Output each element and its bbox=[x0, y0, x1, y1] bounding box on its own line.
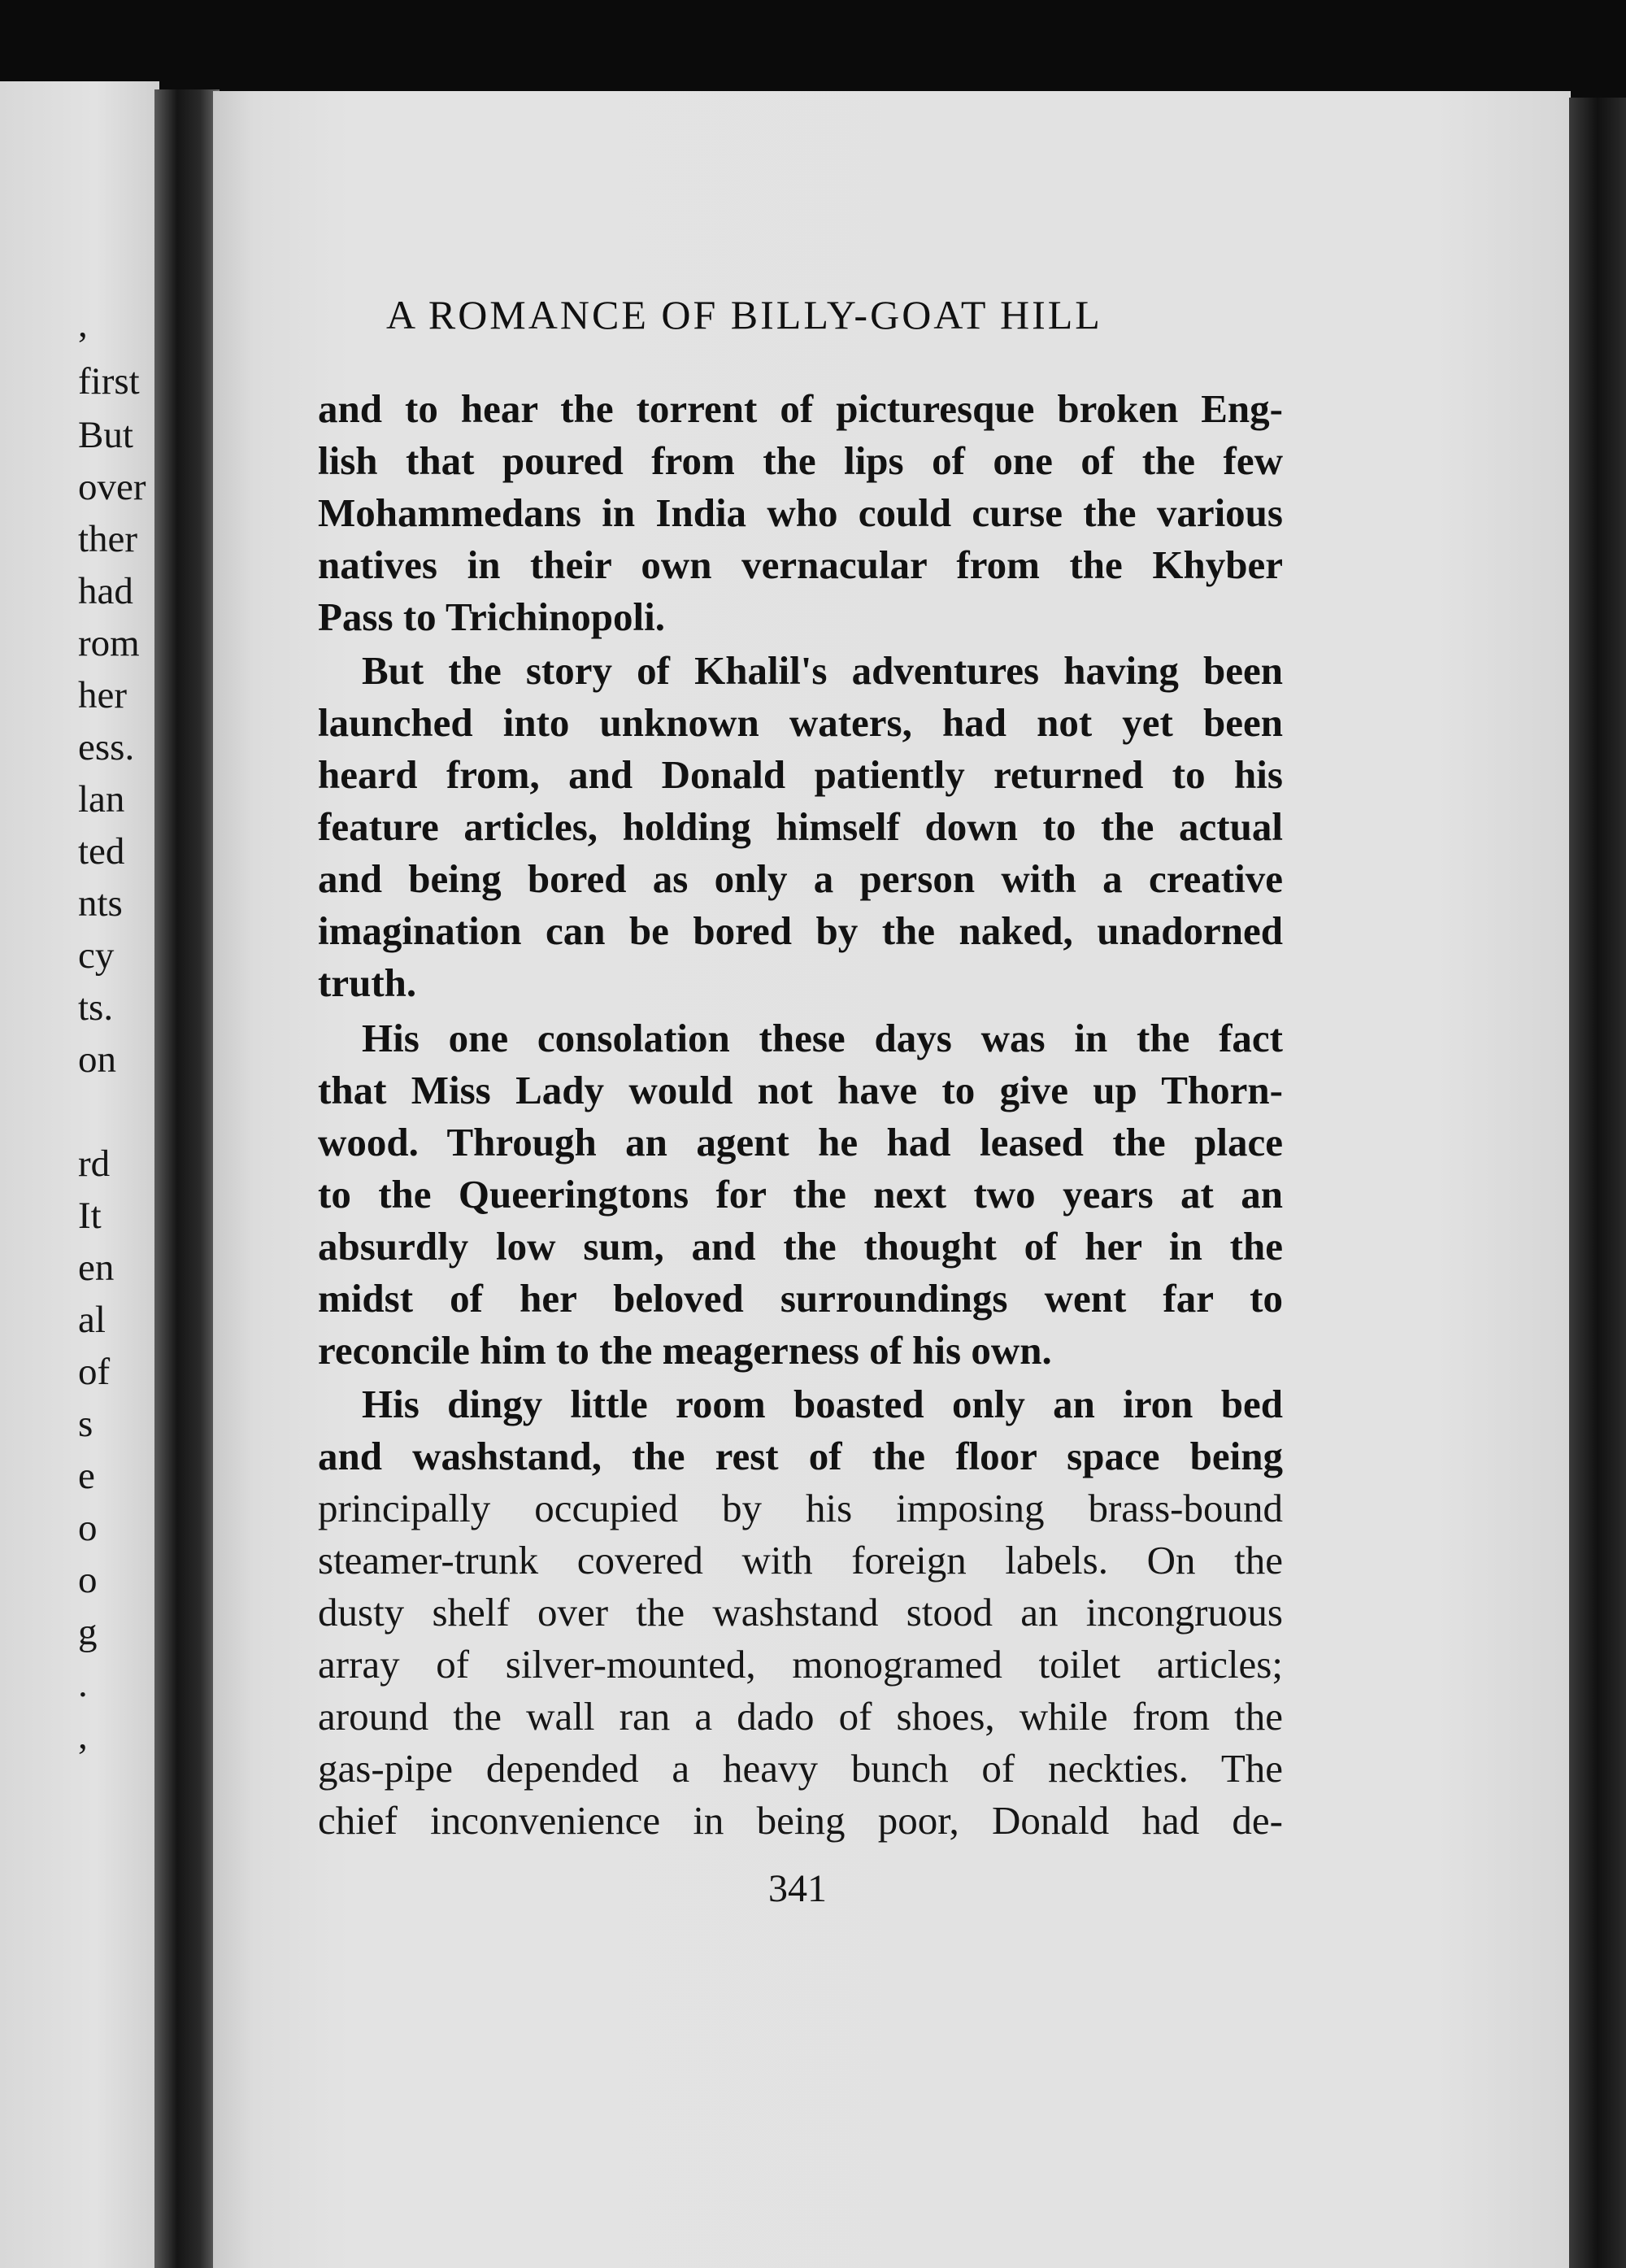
text-line: launched into unknown waters, had not yet been bbox=[318, 700, 1283, 745]
text-line: imagination can be bored by the naked, unadorned bbox=[318, 908, 1283, 953]
left-fragment: al bbox=[78, 1299, 106, 1341]
text-line: heard from, and Donald patiently returned to his bbox=[318, 752, 1283, 797]
left-fragment: o bbox=[78, 1559, 98, 1601]
text-line: absurdly low sum, and the thought of her in the bbox=[318, 1224, 1283, 1269]
previous-page-edge bbox=[0, 81, 159, 2268]
left-fragment: rom bbox=[78, 622, 140, 664]
left-fragment: cy bbox=[78, 934, 115, 977]
text-line: that Miss Lady would not have to give up Thorn- bbox=[318, 1068, 1283, 1112]
text-line: to the Queeringtons for the next two years at an bbox=[318, 1172, 1283, 1217]
text-line: steamer-trunk covered with foreign labels. On the bbox=[318, 1538, 1283, 1582]
left-fragment: It bbox=[78, 1195, 102, 1237]
text-line: wood. Through an agent he had leased the place bbox=[318, 1120, 1283, 1164]
left-fragment: rd bbox=[78, 1143, 111, 1185]
book-gutter bbox=[154, 89, 220, 2268]
page-right-edge bbox=[1569, 98, 1626, 2268]
text-line: But the story of Khalil's adventures having been bbox=[362, 648, 1283, 693]
text-line: Pass to Trichinopoli. bbox=[318, 594, 666, 639]
text-line: principally occupied by his imposing brass-bound bbox=[318, 1486, 1283, 1530]
page-number: 341 bbox=[768, 1867, 827, 1910]
left-fragment: , bbox=[78, 1715, 88, 1757]
previous-page-text-fragments bbox=[0, 81, 159, 2268]
text-line: Mohammedans in India who could curse the various bbox=[318, 490, 1283, 535]
text-line: and washstand, the rest of the floor space being bbox=[318, 1434, 1283, 1478]
running-head: A ROMANCE OF BILLY-GOAT HILL bbox=[386, 292, 1102, 337]
text-line: and being bored as only a person with a creative bbox=[318, 856, 1283, 901]
text-line: truth. bbox=[318, 960, 417, 1005]
text-line: natives in their own vernacular from the Khyber bbox=[318, 542, 1283, 587]
left-fragment: first bbox=[78, 360, 140, 403]
left-fragment: over bbox=[78, 466, 146, 508]
text-line: dusty shelf over the washstand stood an incongruous bbox=[318, 1590, 1283, 1635]
text-line: feature articles, holding himself down to the actual bbox=[318, 804, 1283, 849]
text-line: reconcile him to the meagerness of his own. bbox=[318, 1328, 1052, 1373]
left-fragment: en bbox=[78, 1247, 115, 1289]
left-fragment: . bbox=[78, 1663, 88, 1705]
text-line: chief inconvenience in being poor, Donald had de- bbox=[318, 1798, 1283, 1843]
left-fragment: had bbox=[78, 570, 133, 612]
left-fragment: ther bbox=[78, 518, 138, 560]
left-fragment: o bbox=[78, 1507, 98, 1549]
left-fragment: e bbox=[78, 1455, 95, 1497]
text-line: and to hear the torrent of picturesque broken Eng- bbox=[318, 386, 1283, 431]
left-fragment: ted bbox=[78, 830, 125, 873]
left-fragment: of bbox=[78, 1351, 111, 1393]
left-fragment: on bbox=[78, 1038, 116, 1081]
text-line: His one consolation these days was in the fact bbox=[362, 1016, 1283, 1060]
left-fragment: But bbox=[78, 414, 133, 456]
text-line: gas-pipe depended a heavy bunch of neckties. The bbox=[318, 1746, 1283, 1791]
left-fragment: lan bbox=[78, 778, 125, 821]
text-line: lish that poured from the lips of one of the few bbox=[318, 438, 1283, 483]
text-line: around the wall ran a dado of shoes, while from the bbox=[318, 1694, 1283, 1739]
left-fragment: nts bbox=[78, 882, 123, 925]
left-fragment: ts. bbox=[78, 986, 114, 1029]
left-fragment: s bbox=[78, 1403, 93, 1445]
text-line: His dingy little room boasted only an iron bed bbox=[362, 1382, 1283, 1426]
left-fragment: her bbox=[78, 674, 128, 716]
text-line: array of silver-mounted, monogramed toilet articles; bbox=[318, 1642, 1283, 1687]
left-fragment: , bbox=[78, 303, 88, 346]
text-line: midst of her beloved surroundings went far to bbox=[318, 1276, 1283, 1321]
left-fragment: g bbox=[78, 1611, 98, 1653]
left-fragment: ess. bbox=[78, 726, 135, 768]
